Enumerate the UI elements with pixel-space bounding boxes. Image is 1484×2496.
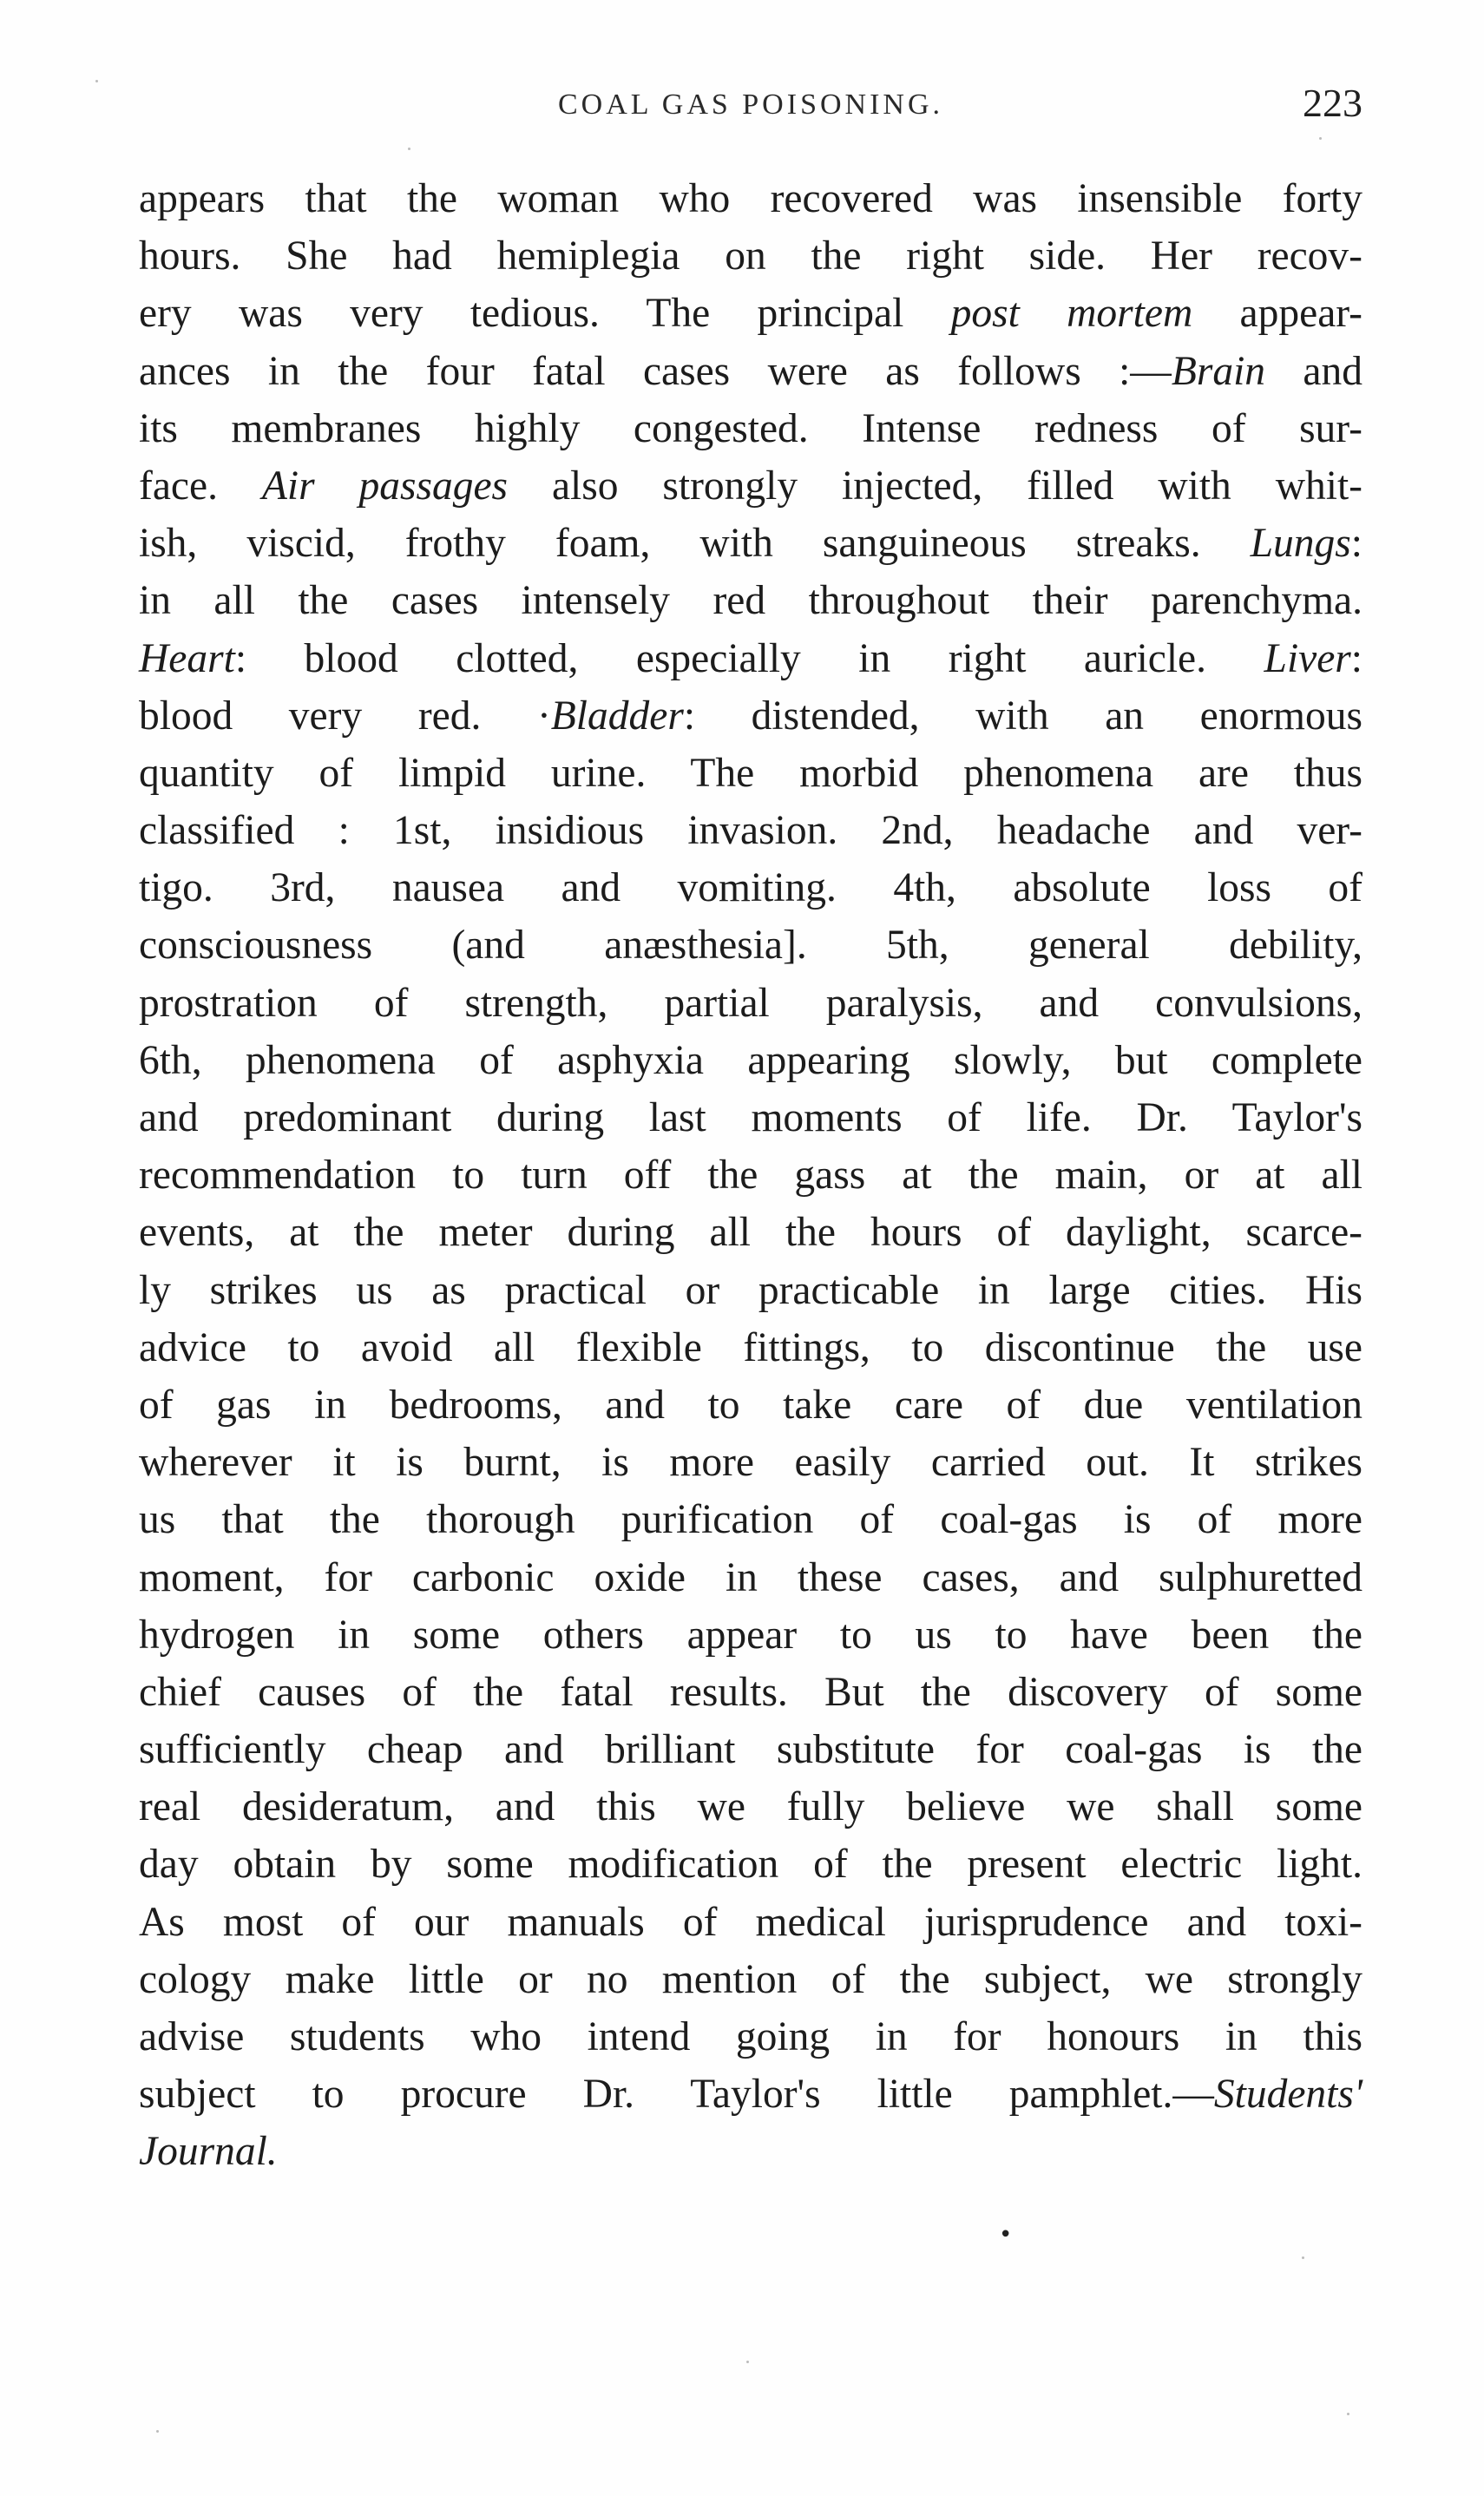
text-line: appears that the woman who recovered was insensible forty: [139, 176, 1363, 221]
text-line: ly strikes us as practical or practicable in large cities. His: [139, 1267, 1363, 1313]
text-line: cology make little or no mention of the subject, we strongly: [139, 1956, 1363, 2002]
text-line: classified : 1st, insidious invasion. 2nd, headache and ver-: [139, 808, 1363, 854]
text-line: moment, for carbonic oxide in these cases, and sulphuretted: [139, 1554, 1363, 1600]
text-line: ery was very tedious. The principal post mortem appear-: [139, 291, 1363, 337]
text-line: of gas in bedrooms, and to take care of due ventilation: [139, 1382, 1363, 1428]
text-line: subject to procure Dr. Taylor's little pamphlet.—Students': [139, 2072, 1363, 2118]
print-speck: [1319, 137, 1322, 140]
print-speck: [156, 2430, 159, 2433]
print-speck: [1347, 2413, 1349, 2415]
print-speck: [1302, 2256, 1304, 2259]
text-line: in all the cases intensely red throughout their parenchyma.: [139, 578, 1363, 624]
page-header: [139, 80, 1363, 132]
text-line: ances in the four fatal cases were as follows :—Brain and: [139, 348, 1363, 394]
text-line: hours. She had hemiplegia on the right side. Her recov-: [139, 233, 1363, 279]
print-speck: [408, 148, 410, 150]
text-line: advise students who intend going in for honours in this: [139, 2014, 1363, 2059]
text-line: face. Air passages also strongly injected, filled with whit-: [139, 463, 1363, 509]
ornament-mark: •: [999, 2222, 1013, 2248]
running-head: COAL GAS POISONING.: [557, 89, 944, 121]
text-line: 6th, phenomena of asphyxia appearing slowly, but complete: [139, 1037, 1363, 1083]
body-text: [139, 170, 1363, 2181]
text-line: its membranes highly congested. Intense redness of sur-: [139, 405, 1363, 451]
text-line: day obtain by some modification of the present electric light.: [139, 1842, 1363, 1888]
text-line: advice to avoid all flexible fittings, to discontinue the use: [139, 1324, 1363, 1370]
page-number: 223: [1303, 81, 1363, 125]
text-line: hydrogen in some others appear to us to have been the: [139, 1612, 1363, 1658]
text-line: ish, viscid, frothy foam, with sanguineous streaks. Lungs:: [139, 521, 1363, 567]
print-speck: [95, 80, 98, 82]
text-line: sufficiently cheap and brilliant substitute for coal-gas is the: [139, 1727, 1363, 1773]
text-line: quantity of limpid urine. The morbid phenomena are thus: [139, 750, 1363, 796]
text-line: tigo. 3rd, nausea and vomiting. 4th, absolute loss of: [139, 865, 1363, 911]
text-line: Heart: blood clotted, especially in right auricle. Liver:: [139, 635, 1363, 681]
text-line: and predominant during last moments of life. Dr. Taylor's: [139, 1095, 1363, 1140]
print-speck: [746, 2361, 749, 2363]
text-line: wherever it is burnt, is more easily carried out. It strikes: [139, 1440, 1363, 1486]
text-line: Journal.: [139, 2129, 278, 2175]
text-line: recommendation to turn off the gass at the main, or at all: [139, 1153, 1363, 1199]
text-line: chief causes of the fatal results. But the discovery of some: [139, 1669, 1363, 1715]
text-line: us that the thorough purification of coal-gas is of more: [139, 1497, 1363, 1543]
text-line: events, at the meter during all the hours of daylight, scarce-: [139, 1210, 1363, 1256]
text-line: As most of our manuals of medical jurisprudence and toxi-: [139, 1899, 1363, 1945]
text-line: prostration of strength, partial paralysis, and convulsions,: [139, 980, 1363, 1026]
text-line: real desideratum, and this we fully believe we shall some: [139, 1784, 1363, 1830]
text-line: consciousness (and anæsthesia]. 5th, general debility,: [139, 923, 1363, 969]
text-line: blood very red. ·Bladder: distended, with an enormous: [139, 693, 1363, 739]
